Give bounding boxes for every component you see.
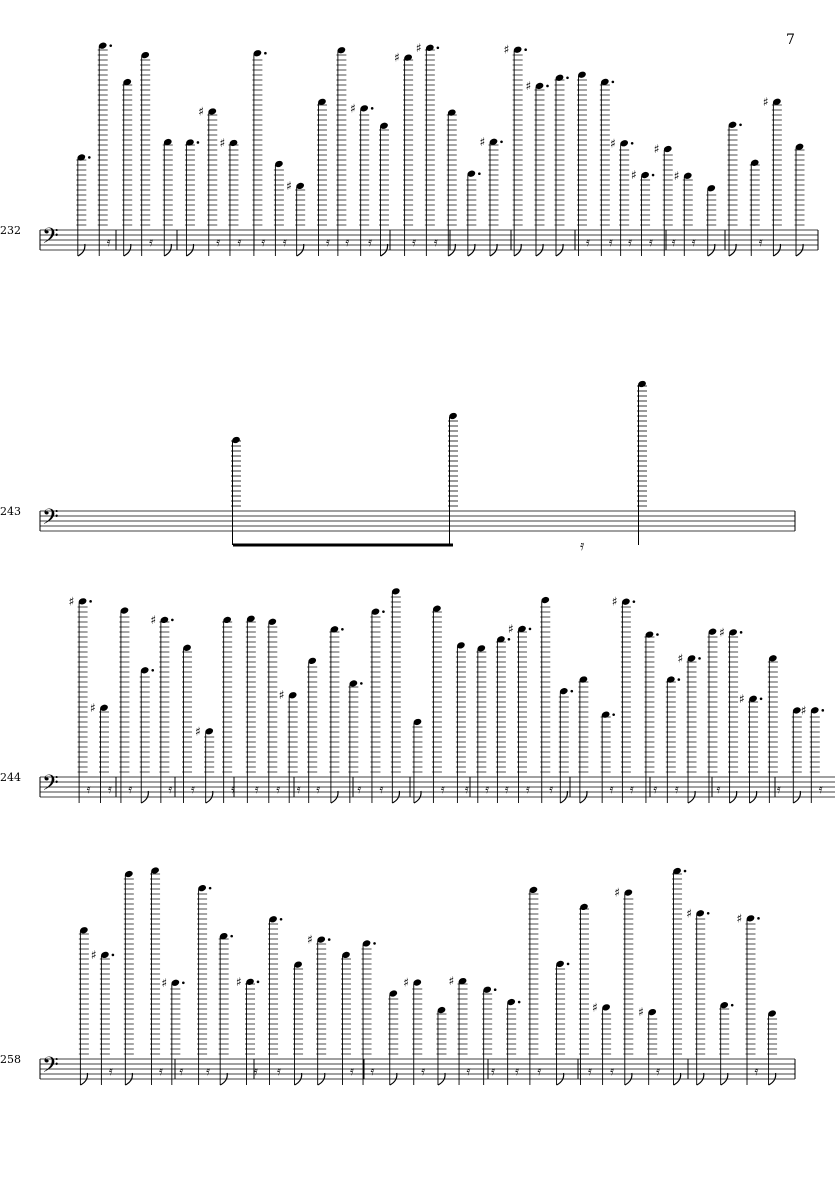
rest: 𝄿: [370, 1064, 375, 1079]
rest: 𝄿: [254, 782, 259, 797]
rest: 𝄿: [349, 1064, 354, 1079]
rest: 𝄿: [537, 1064, 542, 1079]
rest: 𝄿: [206, 1064, 211, 1079]
augmentation-dot: [151, 669, 154, 672]
augmentation-dot: [707, 912, 710, 915]
sharp-accidental: ♯: [686, 906, 693, 921]
rest: 𝄿: [179, 1064, 184, 1079]
rest: 𝄿: [485, 782, 490, 797]
sharp-accidental: ♯: [286, 178, 292, 193]
augmentation-dot: [478, 172, 481, 175]
rest: 𝄿: [276, 782, 281, 797]
augmentation-dot: [570, 690, 573, 693]
rest: 𝄿: [491, 1064, 496, 1079]
augmentation-dot: [731, 1004, 734, 1007]
augmentation-dot: [280, 918, 283, 921]
sharp-accidental: ♯: [394, 50, 400, 65]
augmentation-dot: [171, 619, 174, 622]
rest: 𝄿: [296, 782, 301, 797]
sharp-accidental: ♯: [278, 688, 285, 703]
rest: 𝄿: [325, 235, 330, 250]
rest: 𝄿: [316, 782, 321, 797]
measure-number-system-3: 244: [0, 771, 21, 784]
sharp-accidental: ♯: [739, 691, 745, 706]
rest: 𝄿: [674, 782, 679, 797]
augmentation-dot: [612, 713, 615, 716]
sharp-accidental: ♯: [677, 651, 684, 666]
augmentation-dot: [529, 628, 532, 631]
augmentation-dot: [656, 633, 659, 636]
rest: 𝄿: [357, 782, 362, 797]
rest: 𝄿: [649, 235, 654, 250]
rest: 𝄿: [277, 1064, 282, 1079]
sharp-accidental: ♯: [592, 1000, 598, 1015]
sharp-accidental: ♯: [736, 911, 743, 926]
rest: 𝄿: [216, 235, 221, 250]
rest: 𝄿: [754, 1064, 759, 1079]
sharp-accidental: ♯: [68, 594, 75, 609]
sharp-accidental: ♯: [90, 947, 97, 962]
sharp-accidental: ♯: [507, 621, 514, 636]
rest: 𝄿: [466, 1064, 471, 1079]
sharp-accidental: ♯: [150, 612, 157, 627]
augmentation-dot: [230, 935, 233, 938]
augmentation-dot: [494, 988, 497, 991]
augmentation-dot: [109, 44, 112, 47]
augmentation-dot: [757, 917, 760, 920]
rest: 𝄿: [379, 782, 384, 797]
rest: 𝄿: [776, 782, 781, 797]
rest: 𝄿: [758, 235, 763, 250]
augmentation-dot: [371, 107, 374, 110]
bass-clef-icon: 𝄢: [42, 771, 59, 801]
rest: 𝄿: [464, 782, 469, 797]
augmentation-dot: [821, 709, 824, 712]
rest: 𝄿: [504, 782, 509, 797]
augmentation-dot: [328, 938, 331, 941]
augmentation-dot: [500, 140, 503, 143]
measure-number-system-4: 258: [0, 1053, 21, 1066]
rest: 𝄿: [656, 1064, 661, 1079]
sharp-accidental: ♯: [161, 975, 168, 990]
bass-clef-icon: 𝄢: [42, 224, 59, 254]
sharp-accidental: ♯: [350, 101, 356, 116]
augmentation-dot: [760, 697, 763, 700]
rest: 𝄿: [515, 1064, 520, 1079]
rest: 𝄿: [585, 235, 590, 250]
rest: 𝄿: [609, 782, 614, 797]
rest: 𝄿: [159, 1064, 164, 1079]
sharp-accidental: ♯: [653, 142, 660, 157]
sharp-accidental: ♯: [631, 168, 637, 183]
rest: 𝄿: [345, 235, 350, 250]
augmentation-dot: [112, 954, 115, 957]
augmentation-dot: [508, 638, 511, 641]
rest: 𝄿: [261, 235, 266, 250]
augmentation-dot: [88, 156, 91, 159]
sharp-accidental: ♯: [198, 104, 205, 119]
rest: 𝄿: [671, 235, 676, 250]
sharp-accidental: ♯: [195, 724, 201, 739]
rest: 𝄿: [282, 235, 287, 250]
rest: 𝄿: [653, 782, 658, 797]
augmentation-dot: [567, 963, 570, 966]
rest: 𝄿: [421, 1064, 426, 1079]
rest: 𝄿: [108, 782, 112, 797]
augmentation-dot: [373, 942, 376, 945]
sharp-accidental: ♯: [219, 135, 226, 150]
rest: 𝄿: [412, 235, 417, 250]
sharp-accidental: ♯: [403, 975, 410, 990]
augmentation-dot: [684, 870, 687, 873]
measure-number-system-2: 243: [0, 505, 21, 518]
measure-number-system-1: 232: [0, 224, 21, 237]
rest: 𝄿: [525, 782, 530, 797]
sharp-accidental: ♯: [614, 885, 621, 900]
sharp-accidental: ♯: [307, 932, 313, 947]
sharp-accidental: ♯: [610, 136, 616, 151]
rest: 𝄿: [231, 782, 236, 797]
rest: 𝄿: [86, 782, 91, 797]
sharp-accidental: ♯: [638, 1005, 644, 1020]
sharp-accidental: ♯: [479, 134, 486, 149]
rest: 𝄿: [610, 1064, 615, 1079]
augmentation-dot: [341, 628, 344, 631]
augmentation-dot: [197, 141, 200, 144]
sharp-accidental: ♯: [90, 700, 96, 715]
sharp-accidental: ♯: [762, 94, 769, 109]
augmentation-dot: [612, 81, 615, 84]
augmentation-dot: [633, 600, 636, 603]
rest: 𝄿: [168, 782, 173, 797]
rest: 𝄿: [253, 1064, 258, 1079]
rest: 𝄿: [691, 235, 696, 250]
rest: 𝄿: [629, 782, 634, 797]
bass-clef-icon: 𝄢: [42, 505, 59, 535]
rest: 𝄿: [433, 235, 438, 250]
augmentation-dot: [437, 47, 440, 50]
augmentation-dot: [264, 52, 267, 55]
rest: 𝄿: [587, 1064, 592, 1079]
augmentation-dot: [182, 981, 185, 984]
augmentation-dot: [524, 48, 527, 51]
augmentation-dot: [257, 981, 260, 984]
augmentation-dot: [698, 657, 701, 660]
rest: 𝄿: [608, 235, 613, 250]
page-number: 7: [786, 32, 795, 48]
augmentation-dot: [566, 76, 569, 79]
rest: 𝄿: [580, 538, 585, 554]
rest: 𝄿: [628, 235, 633, 250]
rest: 𝄿: [108, 1064, 113, 1079]
bass-clef-icon: 𝄢: [42, 1053, 59, 1083]
rest: 𝄿: [549, 782, 554, 797]
sharp-accidental: ♯: [719, 625, 725, 640]
rest: 𝄿: [128, 782, 133, 797]
rest: 𝄿: [191, 782, 196, 797]
rest: 𝄿: [440, 782, 445, 797]
augmentation-dot: [360, 682, 363, 685]
sharp-accidental: ♯: [800, 703, 807, 718]
augmentation-dot: [631, 142, 634, 145]
augmentation-dot: [678, 678, 681, 681]
rest: 𝄿: [368, 235, 373, 250]
rest: 𝄿: [237, 235, 242, 250]
augmentation-dot: [518, 1001, 521, 1004]
augmentation-dot: [209, 887, 212, 890]
rest: 𝄿: [716, 782, 721, 797]
sharp-accidental: ♯: [415, 40, 422, 55]
sharp-accidental: ♯: [611, 594, 618, 609]
augmentation-dot: [382, 610, 385, 613]
rest: 𝄿: [106, 235, 111, 250]
sharp-accidental: ♯: [448, 974, 455, 989]
augmentation-dot: [739, 124, 742, 127]
sharp-accidental: ♯: [673, 168, 680, 183]
augmentation-dot: [546, 85, 549, 88]
rest: 𝄿: [149, 235, 154, 250]
sharp-accidental: ♯: [525, 78, 532, 93]
sharp-accidental: ♯: [503, 42, 510, 57]
augmentation-dot: [740, 631, 743, 634]
augmentation-dot: [652, 174, 655, 177]
rest: 𝄿: [818, 782, 823, 797]
sharp-accidental: ♯: [235, 974, 242, 989]
augmentation-dot: [89, 600, 92, 603]
